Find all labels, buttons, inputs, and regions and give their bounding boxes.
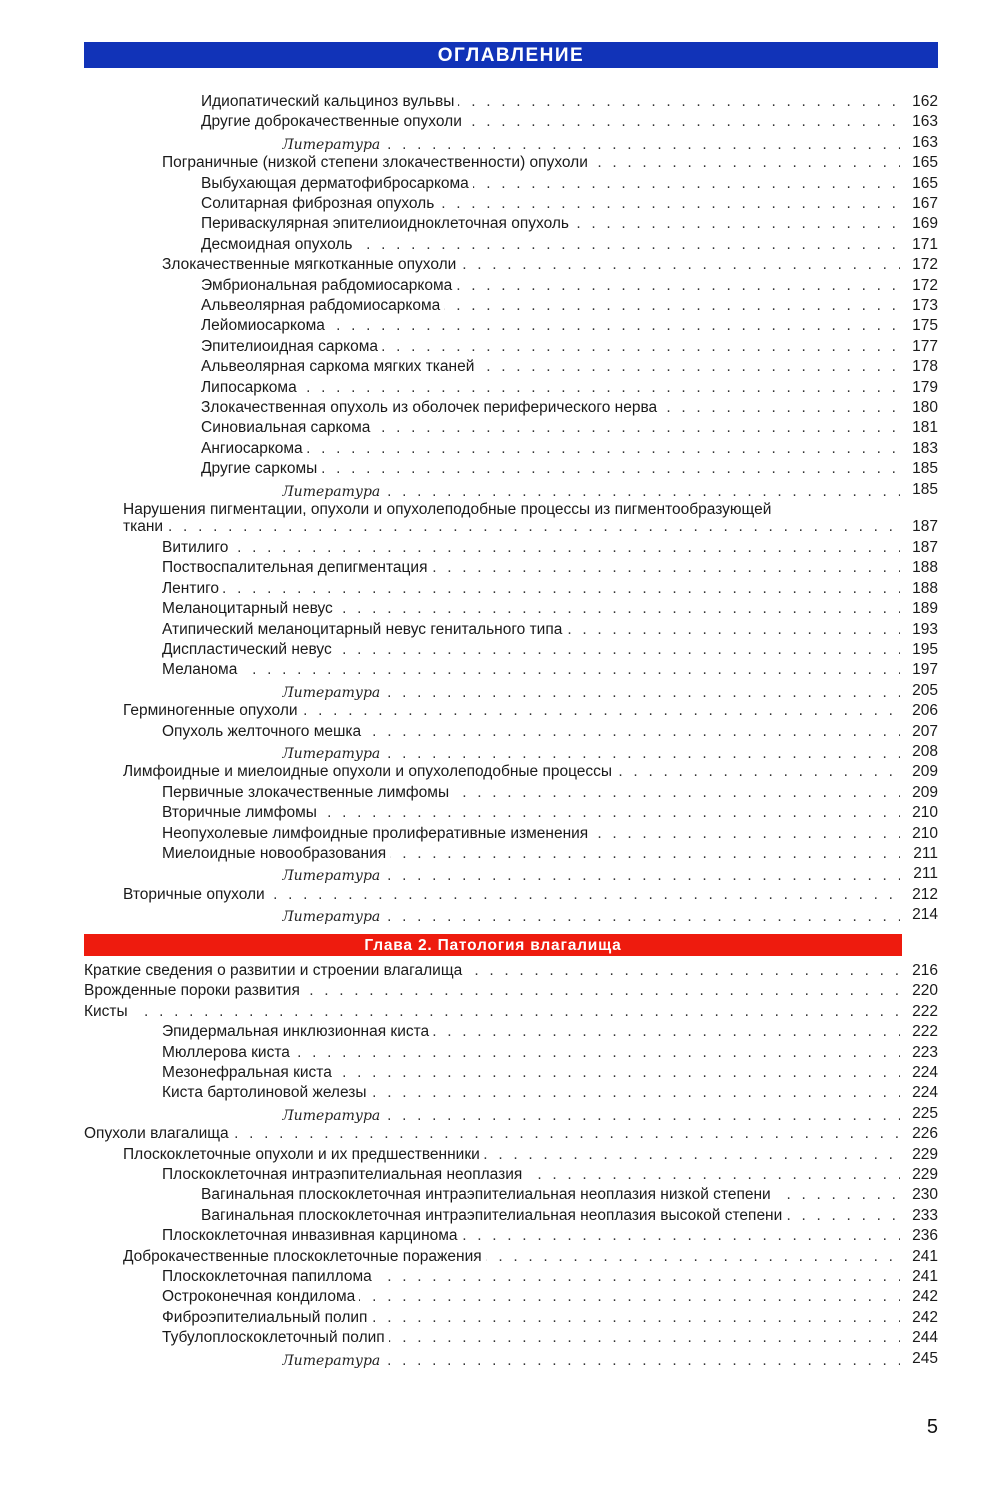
toc-entry-text: Идиопатический кальциноз вульвы	[201, 93, 458, 110]
toc-entry-text: Эмбриональная рабдомиосаркома	[201, 277, 456, 294]
toc-entry-page: 180	[912, 399, 938, 416]
toc-entry-title	[84, 1002, 900, 1022]
toc-entry	[0, 316, 1000, 336]
toc-entry-title	[162, 558, 900, 578]
toc-entry-text: Вагинальная плоскоклеточная интраэпителиальная неоплазия высокой степени	[201, 1207, 786, 1224]
toc-entry	[0, 153, 1000, 173]
toc-entry-page: 193	[912, 621, 938, 638]
toc-entry	[0, 174, 1000, 194]
toc-entry	[0, 660, 1000, 680]
toc-entry-title	[201, 174, 900, 194]
toc-entry-page: 172	[912, 277, 938, 294]
toc-entry-text: Литература	[282, 685, 384, 701]
toc-entry-text: Ангиосаркома	[201, 440, 307, 457]
toc-entry-page: 165	[912, 154, 938, 171]
toc-entry-title	[201, 296, 900, 316]
toc-entry-text: Другие доброкачественные опухоли	[201, 113, 466, 130]
toc-entry-text: Альвеолярная саркома мягких тканей	[201, 358, 478, 375]
toc-entry-title	[84, 961, 900, 981]
toc-entry-text: Герминогенные опухоли	[123, 702, 302, 719]
toc-entry-page: 185	[912, 460, 938, 477]
toc-entry-page: 172	[912, 256, 938, 273]
toc-entry-page: 224	[912, 1064, 938, 1081]
toc-entry-title	[162, 1308, 900, 1328]
toc-entry-page: 181	[912, 419, 938, 436]
toc-entry-title	[162, 538, 900, 558]
toc-entry-text: Злокачественная опухоль из оболочек периферического нерва	[201, 399, 661, 416]
toc-entry-title	[162, 844, 900, 864]
toc-header-bar	[84, 42, 938, 68]
toc-entry-page: 183	[912, 440, 938, 457]
toc-entry-page: 187	[912, 539, 938, 556]
toc-literature-entry	[0, 681, 1000, 701]
toc-entry	[0, 1022, 1000, 1042]
toc-entry-text: Десмоидная опухоль	[201, 236, 356, 253]
toc-entry	[0, 640, 1000, 660]
toc-entry-title	[162, 1226, 900, 1246]
toc-literature-entry	[0, 905, 1000, 925]
toc-entry	[0, 701, 1000, 721]
toc-entry	[0, 255, 1000, 275]
toc-entry-page: 177	[912, 338, 938, 355]
toc-entry-page: 207	[912, 723, 938, 740]
toc-entry	[0, 558, 1000, 578]
toc-entry-title	[201, 459, 900, 479]
toc-entry-text: Атипический меланоцитарный невус генитального типа	[162, 621, 566, 638]
toc-entry-text: Тубулоплоскоклеточный полип	[162, 1329, 389, 1346]
toc-entry	[0, 981, 1000, 1001]
toc-entry	[0, 378, 1000, 398]
toc-entry-title	[123, 885, 900, 905]
toc-entry-text: Миелоидные новообразования	[162, 845, 390, 862]
toc-entry-title	[162, 824, 900, 844]
toc-entry-text: Плоскоклеточные опухоли и их предшественники	[123, 1146, 484, 1163]
toc-entry	[0, 296, 1000, 316]
toc-entry-title	[84, 981, 900, 1001]
toc-entry	[0, 112, 1000, 132]
toc-entry-text: Мюллерова киста	[162, 1044, 294, 1061]
toc-entry	[0, 214, 1000, 234]
toc-entry-title	[282, 1351, 900, 1371]
toc-entry-text: Эпителиоидная саркома	[201, 338, 382, 355]
toc-entry-text: Поствоспалительная депигментация	[162, 559, 431, 576]
toc-entry-title	[162, 620, 900, 640]
toc-entry-page: 209	[912, 784, 938, 801]
toc-entry-page: 210	[912, 825, 938, 842]
toc-entry-text: Пограничные (низкой степени злокачественности) опухоли	[162, 154, 592, 171]
toc-entry	[0, 357, 1000, 377]
toc-entry-title	[162, 1022, 900, 1042]
toc-entry-page: 209	[912, 763, 938, 780]
toc-entry-title	[201, 1185, 900, 1205]
toc-entry-title	[123, 701, 900, 721]
toc-entry	[0, 844, 1000, 864]
toc-entry-text: Литература	[282, 746, 384, 762]
toc-entry	[0, 1267, 1000, 1287]
toc-entry	[0, 1328, 1000, 1348]
toc-entry-title	[123, 517, 900, 537]
toc-entry	[0, 459, 1000, 479]
toc-entry-title	[162, 1267, 900, 1287]
toc-entry-title	[123, 762, 900, 782]
toc-entry-page: 242	[912, 1309, 938, 1326]
toc-entry-page: 185	[912, 481, 938, 498]
toc-entry-title	[162, 640, 900, 660]
toc-entry-text: Кисты	[84, 1003, 132, 1020]
toc-entry-text: Остроконечная кондилома	[162, 1288, 359, 1305]
toc-entry-text: Нарушения пигментации, опухоли и опухолеподобные процессы из пигментообразующей	[123, 501, 772, 518]
toc-entry-page: 205	[912, 682, 938, 699]
toc-entry	[0, 1247, 1000, 1267]
toc-entry-page: 229	[912, 1146, 938, 1163]
toc-entry-title	[162, 599, 900, 619]
toc-literature-entry	[0, 133, 1000, 153]
toc-entry-title	[201, 92, 900, 112]
toc-entry-title	[201, 316, 900, 336]
toc-entry-page: 188	[912, 559, 938, 576]
toc-entry-text: Плоскоклеточная интраэпителиальная неоплазия	[162, 1166, 526, 1183]
toc-entry-text: Диспластический невус	[162, 641, 336, 658]
toc-entry-text: Синовиальная саркома	[201, 419, 374, 436]
toc-entry-title	[282, 907, 900, 927]
toc-entry-title	[201, 112, 900, 132]
toc-entry-title	[201, 439, 900, 459]
toc-literature-entry	[0, 480, 1000, 500]
toc-entry-page: 171	[912, 236, 938, 253]
toc-entry-text: Опухоли влагалища	[84, 1125, 233, 1142]
toc-entry-page: 210	[912, 804, 938, 821]
toc-entry-page: 187	[912, 518, 938, 535]
toc-entry-page: 236	[912, 1227, 938, 1244]
toc-entry-title	[162, 579, 900, 599]
toc-entry-title	[123, 1145, 900, 1165]
toc-entry-text: Краткие сведения о развитии и строении влагалища	[84, 962, 466, 979]
toc-entry-page: 222	[912, 1003, 938, 1020]
toc-entry-title	[162, 803, 900, 823]
toc-entry	[0, 235, 1000, 255]
toc-entry	[0, 1165, 1000, 1185]
chapter-heading-bar	[84, 934, 902, 956]
toc-entry-text: Мезонефральная киста	[162, 1064, 336, 1081]
toc-entry-text: Липосаркома	[201, 379, 301, 396]
toc-entry-page: 211	[913, 845, 938, 862]
toc-entry-text: Меланоцитарный невус	[162, 600, 337, 617]
toc-entry-page: 223	[912, 1044, 938, 1061]
toc-literature-entry	[0, 1104, 1000, 1124]
toc-entry-page: 162	[912, 93, 938, 110]
toc-entry-text: Выбухающая дерматофибросаркома	[201, 175, 473, 192]
toc-entry	[0, 722, 1000, 742]
toc-entry	[0, 92, 1000, 112]
toc-entry	[0, 538, 1000, 558]
toc-entry-page: 173	[912, 297, 938, 314]
toc-entry-page: 242	[912, 1288, 938, 1305]
toc-entry	[0, 961, 1000, 981]
toc-entry-title	[201, 398, 900, 418]
toc-entry-page: 178	[912, 358, 938, 375]
toc-entry	[0, 1145, 1000, 1165]
toc-entry-title	[162, 153, 900, 173]
toc-entry-text: ткани	[123, 518, 167, 535]
toc-entry-text: Лентиго	[162, 580, 223, 597]
toc-entry-title	[162, 1063, 900, 1083]
toc-entry	[0, 824, 1000, 844]
toc-entry-page: 163	[912, 113, 938, 130]
toc-entry-text: Лейомиосаркома	[201, 317, 329, 334]
toc-literature-entry	[0, 742, 1000, 762]
toc-entry-page: 216	[912, 962, 938, 979]
toc-entry-page: 188	[912, 580, 938, 597]
toc-entry	[0, 1206, 1000, 1226]
toc-entry-page: 244	[912, 1329, 938, 1346]
toc-entry-text: Киста бартолиновой железы	[162, 1084, 371, 1101]
toc-entry-title	[282, 135, 900, 155]
toc-entry-page: 163	[912, 134, 938, 151]
toc-entry-title	[201, 418, 900, 438]
toc-entry-title	[162, 783, 900, 803]
toc-entry-page: 206	[912, 702, 938, 719]
toc-entry-title	[282, 482, 900, 502]
toc-entry-text: Эпидермальная инклюзионная киста	[162, 1023, 433, 1040]
toc-entry-title	[282, 744, 900, 764]
toc-entry-text: Неопухолевые лимфоидные пролиферативные изменения	[162, 825, 592, 842]
toc-entry-title	[201, 276, 900, 296]
toc-entry-page: 230	[912, 1186, 938, 1203]
toc-entry-title	[162, 255, 900, 275]
toc-entry-text: Плоскоклеточная папиллома	[162, 1268, 376, 1285]
toc-entry-title	[201, 214, 900, 234]
toc-entry	[0, 599, 1000, 619]
toc-entry	[0, 1063, 1000, 1083]
toc-entry	[0, 1226, 1000, 1246]
toc-entry-title	[201, 235, 900, 255]
toc-entry-text: Литература	[282, 1353, 384, 1369]
toc-entry-page: 212	[912, 886, 938, 903]
toc-entry-page: 222	[912, 1023, 938, 1040]
toc-entry-title	[201, 1206, 900, 1226]
toc-entry	[0, 1308, 1000, 1328]
toc-entry	[0, 439, 1000, 459]
toc-entry-page: 179	[912, 379, 938, 396]
toc-entry-page: 208	[912, 743, 938, 760]
toc-entry	[0, 1043, 1000, 1063]
toc-entry-title	[162, 660, 900, 680]
toc-entry	[0, 762, 1000, 782]
toc-entry-text: Первичные злокачественные лимфомы	[162, 784, 453, 801]
toc-entry-page: 175	[912, 317, 938, 334]
toc-entry-page: 229	[912, 1166, 938, 1183]
toc-entry-text: Плоскоклеточная инвазивная карцинома	[162, 1227, 462, 1244]
toc-entry-title	[201, 378, 900, 398]
toc-entry-title	[162, 1083, 900, 1103]
toc-entry	[0, 579, 1000, 599]
toc-entry-page: 214	[912, 906, 938, 923]
toc-entry-page: 225	[912, 1105, 938, 1122]
toc-entry-text: Солитарная фиброзная опухоль	[201, 195, 438, 212]
toc-entry	[0, 1185, 1000, 1205]
toc-entry-title	[162, 1165, 900, 1185]
toc-entry-title	[201, 357, 900, 377]
toc-entry	[0, 276, 1000, 296]
toc-entry-text: Меланома	[162, 661, 241, 678]
toc-entry-title	[201, 194, 900, 214]
toc-entry	[0, 194, 1000, 214]
toc-entry-page: 197	[912, 661, 938, 678]
toc-entry-text: Лимфоидные и миелоидные опухоли и опухолеподобные процессы	[123, 763, 616, 780]
toc-entry-page: 195	[912, 641, 938, 658]
toc-entry-page: 167	[912, 195, 938, 212]
toc-entry-title	[201, 337, 900, 357]
toc-entry	[0, 783, 1000, 803]
toc-entry-text: Литература	[282, 868, 384, 884]
toc-entry-text: Вагинальная плоскоклеточная интраэпителиальная неоплазия низкой степени	[201, 1186, 775, 1203]
toc-entry-page: 224	[912, 1084, 938, 1101]
toc-entry	[0, 1124, 1000, 1144]
toc-entry-text: Литература	[282, 1108, 384, 1124]
toc-entry-title	[84, 1124, 900, 1144]
toc-entry-page: 220	[912, 982, 938, 999]
toc-entry-page: 226	[912, 1125, 938, 1142]
toc-entry-title	[162, 1043, 900, 1063]
page-number: 5	[926, 1416, 938, 1438]
toc-entry	[0, 803, 1000, 823]
toc-entry-text: Литература	[282, 137, 384, 153]
toc-entry-title	[162, 1287, 900, 1307]
toc-entry-page: 211	[913, 865, 938, 882]
toc-header-title: ОГЛАВЛЕНИЕ	[437, 45, 585, 66]
toc-entry-text: Витилиго	[162, 539, 232, 556]
toc-entry	[0, 620, 1000, 640]
toc-entry-title	[282, 683, 900, 703]
toc-entry-text: Злокачественные мягкотканные опухоли	[162, 256, 460, 273]
toc-entry-page: 241	[912, 1268, 938, 1285]
toc-literature-entry	[0, 864, 1000, 884]
toc-entry-text: Опухоль желточного мешка	[162, 723, 365, 740]
toc-entry-page: 165	[912, 175, 938, 192]
toc-entry	[0, 1002, 1000, 1022]
toc-entry-text: Вторичные опухоли	[123, 886, 269, 903]
toc-entry	[0, 1287, 1000, 1307]
toc-entry-text: Врожденные пороки развития	[84, 982, 304, 999]
toc-entry-page: 241	[912, 1248, 938, 1265]
toc-entry-page: 189	[912, 600, 938, 617]
toc-entry-text: Вторичные лимфомы	[162, 804, 321, 821]
toc-entry-title	[123, 1247, 900, 1267]
toc-entry-page: 233	[912, 1207, 938, 1224]
toc-entry-title	[162, 1328, 900, 1348]
toc-entry-text: Литература	[282, 909, 384, 925]
toc-entry-text: Периваскулярная эпителиоидноклеточная опухоль	[201, 215, 573, 232]
toc-entry-title	[162, 722, 900, 742]
chapter-title: Глава 2. Патология влагалища	[364, 937, 622, 954]
toc-entry-title	[282, 866, 900, 886]
toc-entry-text: Доброкачественные плоскоклеточные поражения	[123, 1248, 486, 1265]
toc-literature-entry	[0, 1349, 1000, 1369]
toc-entry	[0, 418, 1000, 438]
toc-entry	[0, 337, 1000, 357]
toc-entry-title	[282, 1106, 900, 1126]
toc-entry-page: 169	[912, 215, 938, 232]
toc-entry	[0, 398, 1000, 418]
toc-entry-page: 245	[912, 1350, 938, 1367]
toc-entry-text: Альвеолярная рабдомиосаркома	[201, 297, 444, 314]
toc-entry	[0, 517, 1000, 537]
toc-entry	[0, 885, 1000, 905]
toc-entry	[0, 1083, 1000, 1103]
toc-entry-text: Другие саркомы	[201, 460, 321, 477]
toc-entry-text: Литература	[282, 484, 384, 500]
toc-entry-text: Фиброэпителиальный полип	[162, 1309, 371, 1326]
